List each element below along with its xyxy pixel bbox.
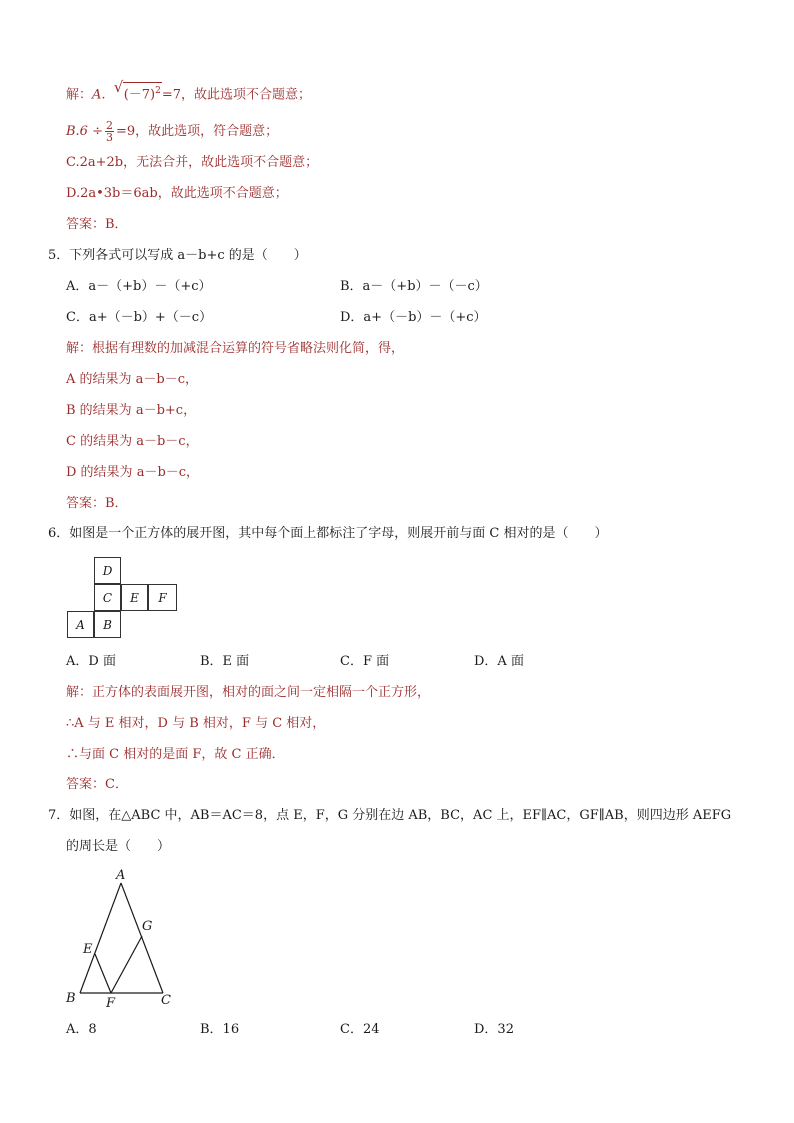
net-face-f: F — [148, 584, 177, 611]
q5-solution-c: C 的结果为 a－b－c， — [66, 434, 199, 449]
q6-solution-conclusion: ∴与面 C 相对的是面 F，故 C 正确． — [66, 747, 285, 762]
q4-answer: 答案：B． — [66, 217, 128, 232]
label-f: F — [106, 996, 116, 1011]
q5-option-d: D．a+（－b）－（+c） — [340, 310, 487, 325]
q7-option-a: A．8 — [66, 1022, 97, 1037]
label-a: A — [116, 868, 126, 883]
q6-solution-pairs: ∴A 与 E 相对，D 与 B 相对，F 与 C 相对， — [66, 716, 326, 731]
q4-solution-a: 解：A. √ $(-7)^2=7$，故此选项不合题意； — [66, 78, 312, 103]
label-c: C — [161, 993, 171, 1008]
q4-solution-d: D.2a•3b＝6ab，故此选项不合题意； — [66, 186, 288, 201]
q4-solution-c: C.2a+2b，无法合并，故此选项不合题意； — [66, 155, 319, 170]
q5-solution-d: D 的结果为 a－b－c， — [66, 465, 200, 480]
q7-option-c: C．24 — [340, 1022, 380, 1037]
q6-option-b: B．E 面 — [200, 654, 250, 669]
net-face-d: D — [94, 557, 121, 584]
net-face-e: E — [121, 584, 148, 611]
side-ab — [80, 883, 121, 993]
net-face-a: A — [67, 611, 94, 638]
q6-stem: 6．如图是一个正方体的展开图，其中每个面上都标注了字母，则展开前与面 C 相对的是（ ） — [48, 526, 608, 541]
q5-option-c: C．a+（－b）+（－c） — [66, 310, 213, 325]
q6-answer: 答案：C． — [66, 777, 128, 792]
q5-solution-b: B 的结果为 a－b+c， — [66, 403, 197, 418]
q5-answer: 答案：B． — [66, 496, 128, 511]
triangle-figure — [60, 862, 190, 1012]
label-g: G — [142, 919, 153, 934]
q5-solution-intro: 解：根据有理数的加减混合运算的符号省略法则化简，得， — [66, 341, 405, 356]
net-face-b: B — [94, 611, 121, 638]
q6-solution-intro: 解：正方体的表面展开图，相对的面之间一定相隔一个正方形， — [66, 685, 431, 700]
q5-option-a: A．a－（+b）－（+c） — [66, 279, 212, 294]
q5-solution-a: A 的结果为 a－b－c， — [66, 372, 199, 387]
q7-option-d: D．32 — [474, 1022, 514, 1037]
net-face-c: C — [94, 584, 121, 611]
label-e: E — [83, 942, 93, 957]
segment-ef — [95, 954, 111, 993]
q7-option-b: B．16 — [200, 1022, 240, 1037]
q5-option-b: B．a－（+b）－（－c） — [340, 279, 488, 294]
sqrt-expression: √ $(-7)^2$ — [113, 78, 161, 103]
side-ac — [121, 883, 163, 993]
q6-option-c: C．F 面 — [340, 654, 390, 669]
q7-stem-line1: 7．如图，在△ABC 中，AB＝AC＝8，点 E，F，G 分别在边 AB，BC，AC 上，EF∥AC，GF∥AB，则四边形 AEFG — [48, 808, 732, 823]
fraction: $\frac{2}{3}$ — [106, 119, 114, 144]
q4-solution-b: B.6 ÷ $\frac{2}{3}$ =9，故此选项，符合题意； — [66, 119, 279, 144]
segment-gf — [111, 936, 142, 993]
q7-stem-line2: 的周长是（ ） — [66, 839, 171, 854]
q5-stem: 5．下列各式可以写成 a－b+c 的是（ ） — [48, 248, 307, 263]
q6-option-d: D．A 面 — [474, 654, 524, 669]
q6-option-a: A．D 面 — [66, 654, 116, 669]
label-b: B — [66, 991, 76, 1006]
